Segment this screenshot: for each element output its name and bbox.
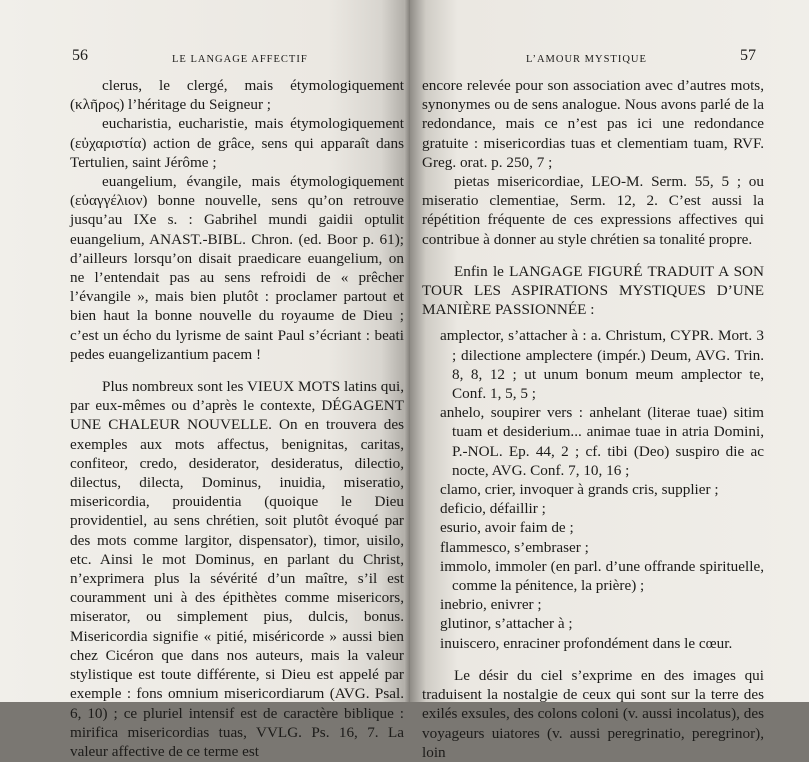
paragraph: Plus nombreux sont les VIEUX MOTS latins qui, par eux-mêmes ou d’après le contexte, DÉGAGENT UNE CHALEUR NOUVELLE. On en trouvera des exemples aux mots affectus, benignitas, caritas, confiteor, credo, desiderator, desideratus, dilectio, dilectus, dilecta, Dominus, inuidia, miseratio, misericordia, prouidentia (quoique le Dieu providentiel, au sens chrétien, soit plutôt évoqué par des mots comme largitor, dispensator), timor, uisilo, etc. Ainsi le mot Dominus, en parlant du Christ, n’exprimera plus la sévérité d’un maître, s’il est couramment uni à des épithètes comme misericors, miserator, ou simplement pius, dulcis, bonus. Misericordia signifie « pitié, miséricorde » aussi bien chez Cicéron que dans nos auteurs, mais la valeur stylistique est toute différente, si Dieu est appelé par exemple : fons omnium misericordiarum (AVG. Psal. 6, 10) ; ce pluriel intensif est de caractère biblique : mirifica misericordias tuas, VVLG. Ps. 16, 7. La valeur affective de ce terme est [70,378,404,760]
page-number: 57 [740,47,756,64]
example-entry: inuiscero, enraciner profondément dans le cœur. [440,634,733,652]
paragraph: clerus, le clergé, mais étymologiquement (κλῆρος) l’héritage du Seigneur ; [70,77,404,114]
example-entry: inebrio, enivrer ; [440,596,542,614]
example-entry: deficio, défaillir ; [440,500,546,518]
paragraph: encore relevée pour son association avec d’autres mots, synonymes ou de sens analogue. Nous avons parlé de la redondance, mais ce n’est pas ici une redondance gratuite : misericordias tuas et clementiam tuam, RVF. Greg. orat. p. 250, 7 ; [422,77,764,171]
example-entry: amplector, s’attacher à : a. Christum, CYPR. Mort. 3 ; dilectione amplectere (impér.) Deum, AVG. Trin. 8, 8, 12 ; ut unum bonum meum amplector te, Conf. 1, 5, 5 ; [440,327,764,403]
paragraph: eucharistia, eucharistie, mais étymologiquement (εὐχαριστία) action de grâce, sens qui apparaît dans Tertulien, saint Jérôme ; [70,115,404,171]
example-entry: clamo, crier, invoquer à grands cris, supplier ; [440,481,719,499]
paragraph: Enfin le LANGAGE FIGURÉ TRADUIT A SON TOUR LES ASPIRATIONS MYSTIQUES D’UNE MANIÈRE PASSIONNÉE : [422,262,764,319]
left-body-text [70,76,404,761]
example-list [422,326,764,652]
paragraph: Le désir du ciel s’exprime en des images qui traduisent la nostalgie de ceux qui sont sur la terre des exilés exsules, des colons coloni (v. aussi incolatus), des voyageurs uiatores (v. aussi peregrinatio, peregrinor), loin [422,666,764,761]
example-entry: esurio, avoir faim de ; [440,519,574,537]
running-head: L’AMOUR MYSTIQUE [526,54,647,65]
paragraph: pietas misericordiae, LEO-M. Serm. 55, 5 ; ou miseratio clementiae, Serm. 12, 2. C’est aussi la répétition fréquente de ces expressions affectives qui contribue à donner au style chrétien sa tonalité propre. [422,173,764,248]
right-body-text [422,76,764,762]
paragraph: euangelium, évangile, mais étymologiquement (εὐαγγέλιον) bonne nouvelle, sens qu’on retrouve jusqu’au IXe s. : Gabrihel mundi gaidii optulit euangelium, ANAST.-BIBL. Chron. (ed. Boor p. 61); d’ailleurs lorsqu’on disait praedicare euangelium, on ne l’entendait pas au sens refroidi de « prêcher l’évangile », mais bien plutôt : proclamer partout et bien haut la bonne nouvelle du royaume de Dieu ; c’est un écho du lyrisme de saint Paul s’écriant : beati pedes euangelizantium pacem ! [70,173,404,363]
example-entry: anhelo, soupirer vers : anhelant (literae tuae) sitim tuam et desiderium... animae tuae in atria Domini, P.-NOL. Ep. 44, 2 ; cf. tibi (Deo) suspiro die ac nocte, AVG. Conf. 7, 10, 16 ; [440,404,764,479]
right-page [410,0,809,761]
page-number: 56 [72,47,88,64]
example-entry: glutinor, s’attacher à ; [440,615,573,633]
running-head: LE LANGAGE AFFECTIF [172,54,308,65]
example-entry: flammesco, s’embraser ; [440,538,589,556]
example-entry: immolo, immoler (en parl. d’une offrande spirituelle, comme la pénitence, la prière) ; [440,557,764,595]
